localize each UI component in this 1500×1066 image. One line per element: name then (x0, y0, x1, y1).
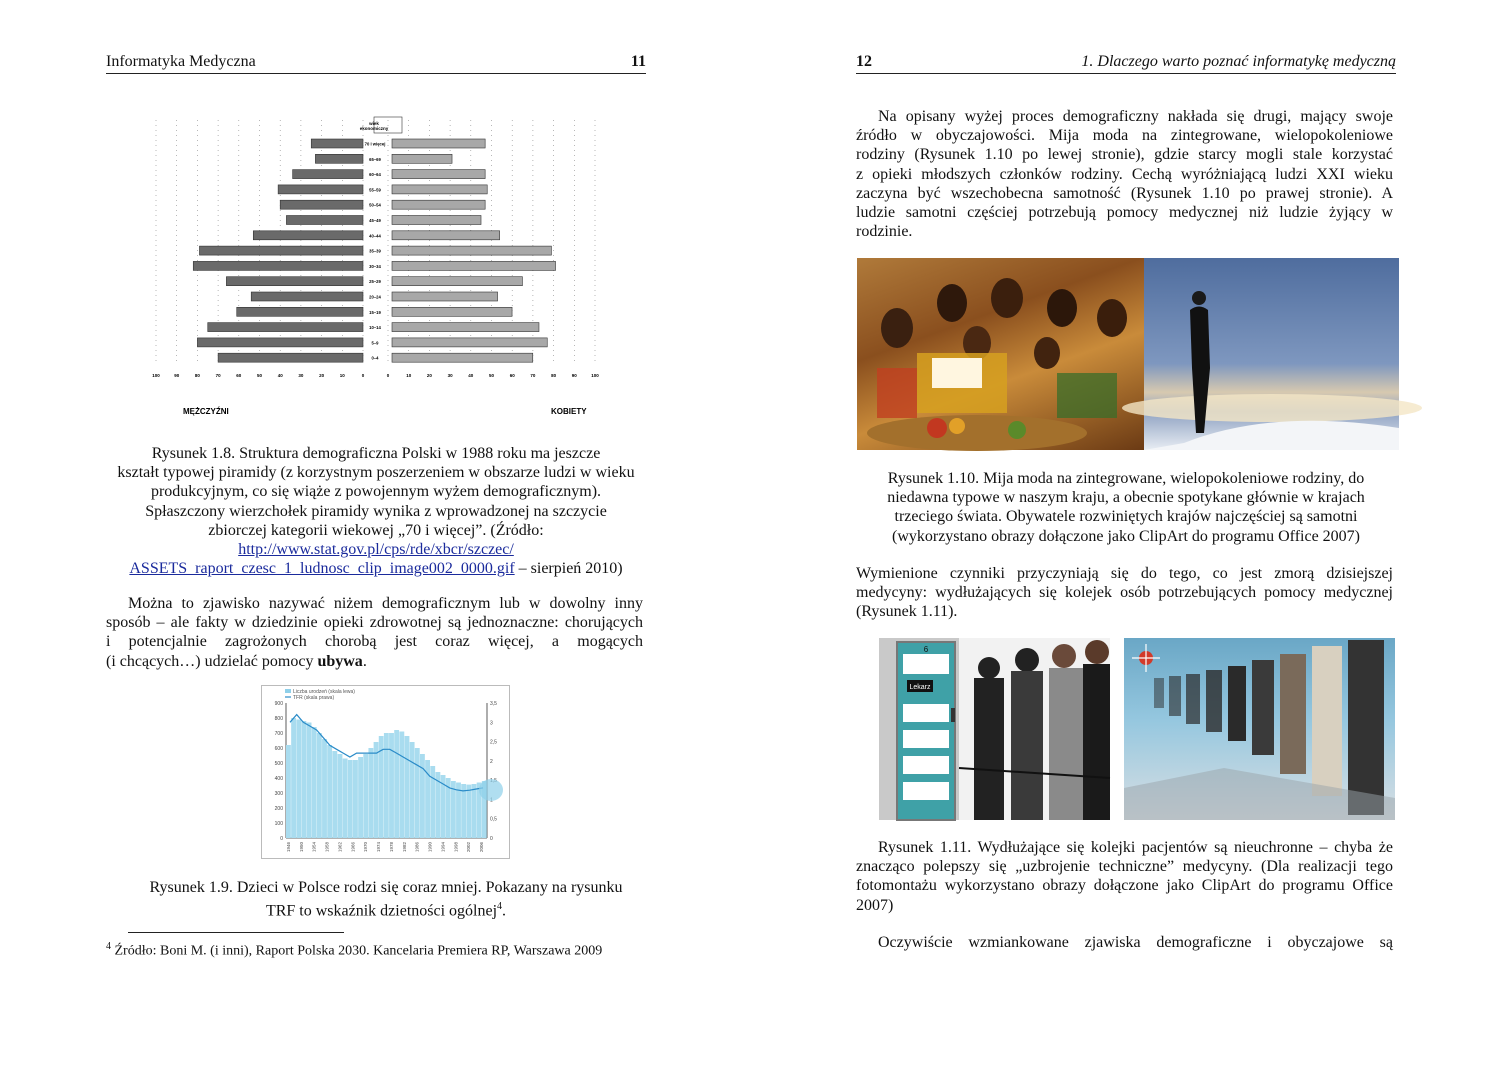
births-x-tick: 1994 (440, 842, 446, 853)
births-bar (291, 718, 296, 838)
caption-line: TRF to wskaźnik dzietności ogólnej (265, 902, 498, 920)
pyramid-bar-women (392, 231, 500, 240)
births-bar (461, 784, 466, 838)
pyramid-bar-women (392, 353, 533, 362)
births-x-tick: 1974 (376, 842, 382, 853)
pyramid-bar-men (199, 246, 363, 255)
caption-line: Rysunek 1.9. Dzieci w Polsce rodzi się coraz mniej. Pokazany na rysunku (149, 879, 623, 896)
pyramid-bar-men (293, 170, 363, 179)
births-x-tick: 1970 (363, 842, 369, 853)
caption-line: (wykorzystano obrazy dołączone jako ClipArt do programu Office 2007) (891, 527, 1360, 545)
pyramid-bar-women (392, 277, 522, 286)
births-bar (466, 785, 471, 838)
pyramid-bar-women (392, 246, 551, 255)
para-line: i potencjalnie zagrożonych chorobą jest coraz więcej, a mogących (106, 633, 643, 651)
births-x-tick: 1982 (401, 842, 407, 853)
pyramid-tick-label: 50 (256, 373, 263, 378)
births-x-tick: 1954 (311, 842, 317, 853)
page-header (106, 53, 646, 74)
births-bar (394, 730, 399, 838)
births-bar (312, 727, 317, 838)
pyramid-bar-women (392, 323, 539, 332)
births-bar (301, 721, 306, 838)
pyramid-tick-label: 60 (509, 373, 515, 378)
births-y-tick: 600 (274, 746, 283, 752)
pyramid-bar-women (392, 170, 485, 179)
births-y2-tick: 3 (490, 720, 493, 727)
births-x-tick: 2006 (479, 842, 484, 853)
caption-line: Rysunek 1.10. Mija moda na zintegrowane, wielopokoleniowe rodziny, do (887, 470, 1365, 487)
pyramid-bar-women (392, 292, 498, 301)
pyramid-tick-label: 90 (571, 373, 577, 378)
doctor-door-queue-photo (879, 638, 1110, 820)
pyramid-tick-label: 90 (174, 373, 180, 378)
footnote-ref[interactable]: 4 (497, 901, 503, 913)
para-line: ludzie samotni częściej potrzebują pomocy medycznej niż ludzie żyjący w (856, 204, 1393, 222)
pyramid-bar-women (392, 139, 485, 148)
births-y-tick: 800 (274, 716, 283, 722)
births-y2-tick: 0 (490, 836, 493, 842)
pyramid-tick-label: 10 (339, 373, 345, 378)
births-bar (348, 760, 353, 838)
births-x-tick: 1990 (427, 842, 433, 853)
body-paragraph (856, 564, 1393, 622)
pyramid-tick-label: 80 (551, 373, 557, 378)
caption-line: 2007) (856, 896, 894, 914)
caption-figure-1-9: Rysunek 1.9. Dzieci w Polsce rodzi się coraz mniej. Pokazany na rysunku TRF to wskaźnik dzietności ogólnej$^4$. (106, 878, 666, 921)
pyramid-tick-label: 0 (386, 373, 390, 378)
births-y-tick: 100 (274, 821, 283, 827)
lonely-person-photo (1144, 258, 1399, 450)
pyramid-bar-men (311, 139, 363, 148)
pyramid-tick-label: 20 (319, 373, 325, 378)
caption-line: trzeciego świata. Obywatele rozwiniętych krajów najczęściej są samotni (894, 508, 1358, 526)
births-bar (307, 723, 312, 839)
para-line: rodzinie. (856, 223, 913, 241)
caption-line: produkcyjnym, co się wiąże z powojennym wyżem demograficznym). (150, 483, 602, 501)
pyramid-age-label: 45–49 (369, 218, 381, 223)
family-photo (857, 258, 1144, 450)
para-line: Można to zjawisko nazywać niżem demograficznym lub w dowolny inny (128, 595, 643, 612)
pyramid-age-label: 20–24 (369, 294, 381, 300)
para-line: Oczywiście wzmiankowane zjawiska demograficzne i obyczajowe są (878, 934, 1393, 951)
para-line: źródło w obyczajowości. Mija moda na zintegrowane, wielopokoleniowe (856, 127, 1393, 145)
caption-line: znacząco polepszy się „uzbrojenie techniczne” medycyny. (Dla realizacji tego (856, 858, 1393, 876)
births-y-tick: 0 (280, 836, 283, 842)
pyramid-tick-label: 50 (488, 373, 495, 378)
births-x-tick: 1966 (350, 842, 356, 853)
tfr-highlight (479, 779, 503, 801)
births-bar (343, 759, 348, 839)
births-x-tick: 1958 (324, 842, 330, 853)
caption-line: fotomontażu wykorzystano obrazy dołączone jako ClipArt do programu Office (856, 877, 1393, 895)
births-bar (332, 751, 337, 838)
caption-line: Rysunek 1.11. Wydłużające się kolejki pacjentów są nieuchronne – chyba że (878, 839, 1393, 856)
emphasis-word: ubywa (317, 652, 363, 670)
births-bar (286, 745, 291, 838)
pyramid-bar-women (392, 185, 487, 194)
pyramid-tick-label: 40 (468, 373, 474, 378)
pyramid-tick-label: 20 (426, 373, 432, 378)
pyramid-tick-label: 0 (361, 373, 365, 378)
pyramid-bar-men (315, 154, 363, 163)
door-sign: Lekarz (909, 684, 931, 691)
pyramid-age-label: 0–4 (371, 355, 379, 361)
door-number: 6 (923, 645, 929, 654)
page-number: 11 (630, 53, 646, 70)
para-line: Na opisany wyżej proces demograficzny nakłada się drugi, mający swoje (878, 108, 1393, 125)
body-paragraph (856, 933, 1393, 952)
births-bar (327, 745, 332, 838)
footnote (106, 941, 602, 960)
births-y2-tick: 2 (490, 758, 493, 765)
men-label: MĘŻCZYŹNI (183, 407, 229, 416)
births-y-tick: 900 (274, 701, 283, 707)
births-x-tick: 1950 (298, 842, 304, 853)
para-line: rodziny (Rysunek 1.10 po lewej stronie), gdzie starcy mogli stale korzystać (856, 146, 1393, 164)
births-bar (410, 742, 415, 838)
para-line: zaczyna być wszechobecna samotność (Rysunek 1.10 po prawej stronie). A (856, 184, 1393, 202)
births-y-tick: 200 (274, 806, 283, 812)
pyramid-tick-label: 100 (152, 373, 160, 378)
pyramid-bar-men (286, 216, 363, 225)
pyramid-age-label: 55–59 (369, 187, 381, 193)
para-line: (i chcących…) udzielać pomocy (106, 652, 318, 670)
births-chart-figure (261, 685, 511, 860)
births-bar (317, 733, 322, 838)
pyramid-bar-women (392, 307, 512, 316)
pyramid-bar-men (251, 292, 363, 301)
births-y2-tick: 3,5 (490, 701, 497, 707)
para-line: Wymienione czynniki przyczyniają się do tego, co jest zmorą dzisiejszej (856, 565, 1393, 582)
pyramid-tick-label: 70 (530, 373, 536, 378)
right-page (750, 0, 1500, 1066)
para-line: (Rysunek 1.11). (856, 603, 958, 621)
long-queue-photo (1124, 638, 1395, 820)
pyramid-col-header-2: ekonomiczny (359, 126, 389, 131)
pyramid-bar-men (218, 353, 363, 362)
source-date: – sierpień 2010) (514, 560, 623, 578)
births-y-tick: 500 (274, 761, 283, 767)
pyramid-age-label: 35–39 (369, 248, 381, 254)
births-bar (374, 742, 379, 838)
pyramid-tick-label: 100 (591, 373, 599, 378)
para-line: z opieki młodszych członków rodziny. Cechą wyróżniającą ludzi XXI wieku (856, 165, 1393, 183)
pyramid-age-label: 5–9 (371, 340, 379, 346)
pyramid-bar-men (226, 277, 363, 286)
caption-figure-1-11 (856, 838, 1393, 915)
pyramid-tick-label: 40 (277, 373, 283, 378)
births-bar (296, 720, 301, 839)
footnote-text: Źródło: Boni M. (i inni), Raport Polska 2030. Kancelaria Premiera RP, Warszawa 2009 (111, 943, 603, 959)
body-paragraph (856, 107, 1393, 241)
pyramid-age-label: 10–14 (369, 325, 381, 331)
births-bar (363, 754, 368, 838)
book-title: Informatyka Medyczna (106, 53, 256, 70)
pyramid-bar-women (392, 200, 485, 209)
source-link-part-1[interactable]: http://www.stat.gov.pl/cps/rde/xbcr/szczec/ (238, 541, 514, 559)
legend-births: Liczba urodzeń (skala lewa) (293, 689, 355, 695)
pyramid-age-label: 15–19 (369, 309, 381, 315)
births-bar (353, 760, 358, 838)
pyramid-tick-label: 80 (194, 373, 200, 378)
pyramid-age-label: 60–64 (369, 172, 381, 178)
caption-line: niedawna typowe w naszym kraju, a obecnie spotykane głównie w krajach (887, 489, 1365, 507)
births-bar (415, 748, 420, 838)
caption-line: Rysunek 1.8. Struktura demograficzna Polski w 1988 roku ma jeszcze (151, 445, 601, 462)
footnote-rule (128, 932, 344, 933)
births-x-tick: 1986 (414, 842, 420, 853)
women-label: KOBIETY (551, 407, 587, 416)
pyramid-tick-label: 60 (236, 373, 242, 378)
pyramid-age-label: 30–34 (369, 263, 381, 269)
pyramid-bar-men (208, 323, 363, 332)
births-bar (368, 748, 373, 838)
pyramid-bar-women (392, 338, 547, 347)
births-x-tick: 1962 (337, 842, 343, 853)
pyramid-bar-women (392, 261, 556, 270)
births-x-tick: 1998 (453, 842, 459, 853)
pyramid-age-label: 25–29 (369, 279, 381, 285)
births-bar (322, 739, 327, 838)
pyramid-tick-label: 70 (215, 373, 221, 378)
pyramid-age-label: 65–69 (369, 156, 381, 162)
pyramid-tick-label: 10 (406, 373, 412, 378)
pyramid-bar-men (193, 261, 363, 270)
caption-figure-1-10 (856, 469, 1396, 546)
births-bar (399, 732, 404, 839)
pyramid-bar-women (392, 154, 452, 163)
para-line: medycyny: wydłużających się kolejek osób potrzebujących pomocy medycznej (856, 584, 1393, 602)
births-x-tick: 1946 (286, 842, 291, 853)
chapter-title: 1. Dlaczego warto poznać informatykę medyczną (1081, 53, 1396, 70)
pyramid-tick-label: 30 (447, 373, 453, 378)
pyramid-bar-men (280, 200, 363, 209)
births-bar (405, 736, 410, 838)
caption-line: zbiorczej kategorii wiekowej „70 i więcej”. (Źródło: (208, 521, 544, 539)
births-y-tick: 400 (274, 776, 283, 782)
pyramid-age-label: 40–44 (369, 233, 381, 239)
births-bar (472, 784, 477, 838)
page-number: 12 (856, 53, 872, 70)
births-y-tick: 700 (274, 731, 283, 737)
pyramid-bar-men (253, 231, 363, 240)
pyramid-tick-label: 30 (298, 373, 304, 378)
pyramid-age-label: 70 i więcej (364, 141, 386, 147)
births-y-tick: 300 (274, 791, 283, 797)
footnote-number: 4 (106, 941, 111, 952)
births-bar (358, 757, 363, 838)
pyramid-bar-women (392, 216, 481, 225)
births-bar (338, 754, 343, 838)
legend-tfr: TFR (skala prawa) (293, 695, 335, 701)
source-link-part-2[interactable]: ASSETS_raport_czesc_1_ludnosc_clip_image002_0000.gif (129, 560, 515, 578)
births-y2-tick: 2,5 (490, 739, 497, 746)
births-y2-tick: 0,5 (490, 816, 497, 823)
caption-figure-1-8 (106, 444, 646, 578)
births-x-tick: 2002 (466, 842, 472, 853)
pyramid-col-header: wiek (369, 121, 379, 126)
page-header (856, 53, 1396, 74)
para-line: sposób – ale fakty w dziedzinie opieki zdrowotnej są jednoznaczne: chorujących (106, 614, 643, 632)
body-paragraph: Można to zjawisko nazywać niżem demograficznym lub w dowolny inny sposób – ale fakty w dziedzinie opieki zdrowotnej są jednoznaczne: chorujących i potencjalnie zagrożonych chorobą jest coraz więcej, a mogących (i chcących…) udzielać pomocy ubywa. (106, 595, 643, 670)
births-x-tick: 1978 (388, 842, 394, 853)
population-pyramid-figure (152, 115, 599, 420)
caption-line: Spłaszczony wierzchołek piramidy wynika z wprowadzonej na szczycie (145, 502, 607, 520)
legend-swatch-births (285, 689, 291, 693)
pyramid-bar-men (278, 185, 363, 194)
caption-line: kształt typowej piramidy (z korzystnym poszerzeniem w obszarze ludzi w wieku (117, 464, 635, 482)
pyramid-bar-men (197, 338, 363, 347)
pyramid-age-label: 50–54 (369, 202, 381, 208)
pyramid-bar-men (237, 307, 363, 316)
